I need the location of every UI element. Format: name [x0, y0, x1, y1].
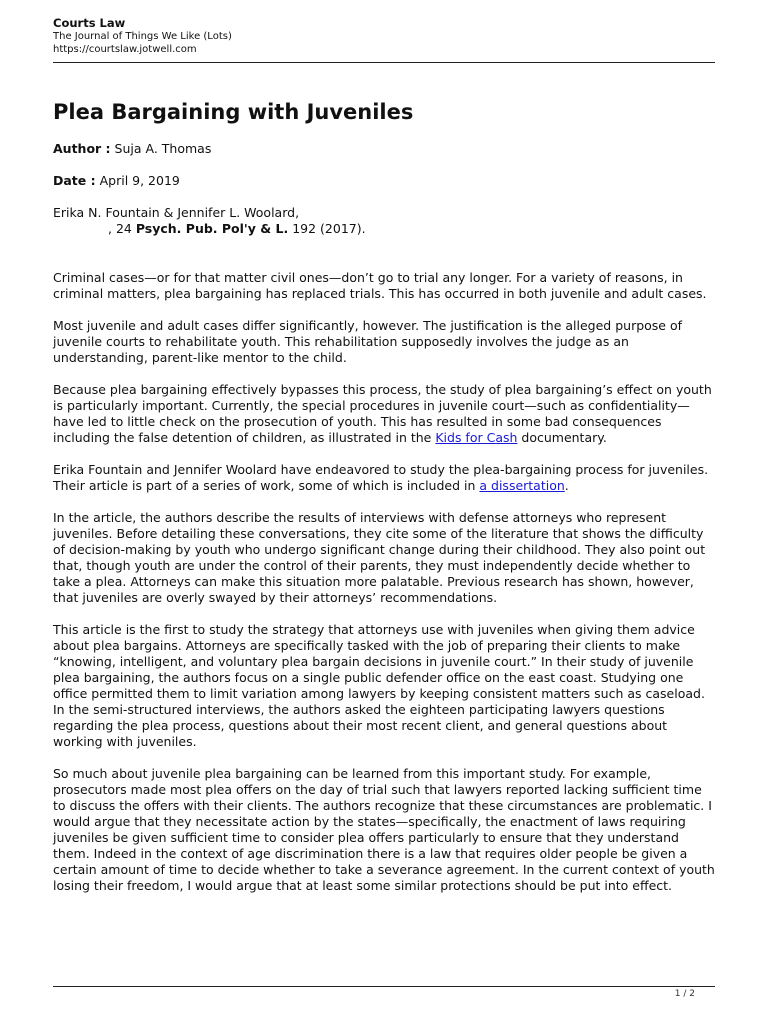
document-page	[53, 0, 715, 1024]
site-tagline: The Journal of Things We Like (Lots)	[53, 31, 232, 42]
citation	[53, 205, 715, 237]
citation-volume: , 24	[108, 221, 132, 236]
author-label: Author :	[53, 141, 111, 156]
paragraph-1: Criminal cases—or for that matter civil ones—don’t go to trial any longer. For a variety of reasons, in criminal matters, plea bargaining has replaced trials. This has occurred in both juvenile and adult cases.	[53, 270, 707, 301]
paragraph-6: This article is the first to study the strategy that attorneys use with juveniles when giving them advice about plea bargains. Attorneys are specifically tasked with the job of preparing their clients to make “knowing, intelligent, and voluntary plea bargain decisions in juvenile court.” In their study of juvenile plea bargaining, the authors focus on a single public defender office on the east coast. Studying one office permitted them to limit variation among lawyers by keeping consistent matters such as caseload. In the semi-structured interviews, the authors asked the eighteen participating lawyers questions regarding the plea process, questions about their most recent client, and general questions about working with juveniles.	[53, 622, 705, 749]
citation-pages-year: 192 (2017).	[292, 221, 366, 236]
paragraph-3	[53, 382, 715, 446]
date-value: April 9, 2019	[99, 173, 180, 188]
header-divider	[53, 62, 715, 63]
page-number: 1 / 2	[674, 989, 695, 999]
paragraph-4-end: .	[564, 478, 569, 493]
site-header	[53, 16, 715, 56]
article-title: Plea Bargaining with Juveniles	[53, 100, 414, 124]
citation-journal: Psych. Pub. Pol'y & L.	[135, 221, 289, 236]
paragraph-5: In the article, the authors describe the results of interviews with defense attorneys who represent juveniles. Before detailing these conversations, they cite some of the literature that shows the difficulty of decision-making by youth who undergo significant change during their childhood. They also point out that, though youth are under the control of their parents, they must independently decide whether to take a plea. Attorneys can make this situation more palatable. Previous research has shown, however, that juveniles are overly swayed by their attorneys’ recommendations.	[53, 510, 706, 605]
paragraph-4	[53, 462, 715, 494]
citation-link-blank-2	[53, 221, 108, 237]
article-body	[53, 270, 715, 910]
paragraph-7: So much about juvenile plea bargaining can be learned from this important study. For example, prosecutors made most plea offers on the day of trial such that lawyers reported lacking sufficient time to discuss the offers with their clients. The authors recognize that these circumstances are problematic. I would argue that they necessitate action by the states—specifically, the enactment of laws requiring juveniles be given sufficient time to consider plea offers particularly to ensure that they understand them. Indeed in the context of age discrimination there is a law that requires older people be given a certain amount of time to decide whether to take a severance agreement. In the current context of youth losing their freedom, I would argue that at least some similar protections should be put into effect.	[53, 766, 715, 893]
site-url: https://courtslaw.jotwell.com	[53, 44, 197, 55]
paragraph-3-end: documentary.	[517, 430, 607, 445]
site-name: Courts Law	[53, 16, 126, 30]
author-name: Suja A. Thomas	[114, 141, 212, 156]
dissertation-link[interactable]: a dissertation	[479, 478, 565, 493]
citation-link-blank-1	[303, 205, 709, 221]
date-label: Date :	[53, 173, 96, 188]
date-line	[53, 173, 180, 189]
citation-authors: Erika N. Fountain & Jennifer L. Woolard,	[53, 205, 300, 220]
paragraph-3-text: Because plea bargaining effectively bypasses this process, the study of plea bargaining’s effect on youth is particularly important. Currently, the special procedures in juvenile court—such as confidentiality—have led to little check on the prosecution of youth. This has resulted in some bad consequences including the false detention of children, as illustrated in the	[53, 382, 712, 445]
footer-divider	[53, 986, 715, 987]
author-line	[53, 141, 211, 157]
paragraph-4-text: Erika Fountain and Jennifer Woolard have endeavored to study the plea-bargaining process for juveniles. Their article is part of a series of work, some of which is included in	[53, 462, 709, 493]
paragraph-2: Most juvenile and adult cases differ significantly, however. The justification is the alleged purpose of juvenile courts to rehabilitate youth. This rehabilitation supposedly involves the judge as an understanding, parent-like mentor to the child.	[53, 318, 683, 365]
kids-for-cash-link[interactable]: Kids for Cash	[435, 430, 518, 445]
